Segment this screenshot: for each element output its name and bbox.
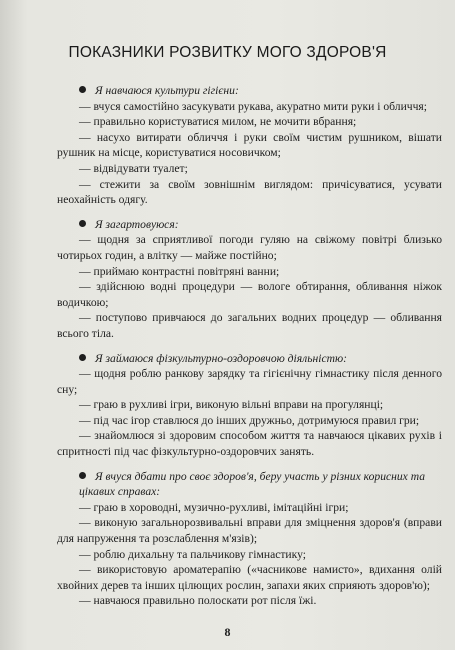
- bullet-icon: [79, 354, 86, 361]
- list-item: — вчуся самостійно засукувати рукава, акуратно мити руки і обличчя;: [79, 99, 427, 113]
- list-item: — стежити за своїм зовнішнім виглядом: причісуватися, усувати неохайність одягу.: [57, 177, 442, 207]
- section-heading: [57, 83, 442, 99]
- bullet-icon: [79, 220, 86, 227]
- section-heading: [57, 351, 442, 367]
- list-item: — використовую ароматерапію («часникове намисто», вдихання олій хвойних дерев та інших цілющих рослин, запахи яких сприяють здоров'ю);: [57, 563, 442, 592]
- bullet-icon: [79, 472, 86, 479]
- page-content: [57, 83, 442, 618]
- list-item: — виконую загальнорозвивальні вправи для зміцнення здоров'я (вправи для напруження та розслаблення м'язів);: [57, 516, 442, 546]
- list-item: — правильно користуватися милом, не мочити вбрання;: [79, 115, 357, 129]
- section-health-care: [57, 469, 442, 609]
- list-item: — насухо витирати обличчя і руки своїм чистим рушником, вішати рушник на місце, користуватися носовичком;: [57, 130, 442, 160]
- list-item: — під час ігор ставлюся до інших дружньо, дотримуюся правил гри;: [79, 413, 420, 427]
- list-item: — щодня роблю ранкову зарядку та гігієнічну гімнастику після денного сну;: [57, 367, 442, 396]
- list-item: — відвідувати туалет;: [79, 161, 188, 175]
- section-physical-activity: [57, 351, 442, 460]
- list-item: — граю в рухливі ігри, виконую вільні вправи на прогулянці;: [79, 398, 384, 412]
- bullet-icon: [79, 86, 86, 93]
- section-heading: [57, 217, 442, 233]
- list-item: — граю в хороводні, музично-рухливі, імітаційні ігри;: [79, 500, 349, 514]
- section-heading-text: Я загартовуюся:: [95, 217, 179, 231]
- section-heading-text: Я займаюся фізкультурно-оздоровчою діяльністю:: [95, 351, 348, 365]
- section-hygiene: [57, 83, 442, 208]
- section-heading-text: Я навчаюся культури гігієни:: [95, 84, 239, 97]
- list-item: — роблю дихальну та пальчикову гімнастику;: [79, 547, 306, 561]
- list-item: — щодня за сприятливої погоди гуляю на свіжому повітрі близько чотирьох годин, а влітку — майже постійно;: [57, 233, 442, 262]
- section-hardening: [57, 217, 442, 342]
- page-number: 8: [224, 625, 231, 639]
- section-heading-text: Я вчуся дбати про своє здоров'я, беру участь у різних корисних та цікавих справах:: [79, 469, 426, 499]
- section-heading: [57, 469, 442, 500]
- list-item: — знайомлюся зі здоровим способом життя та навчаюся цікавих рухів і спритності під час фізкультурно-оздоровчих занять.: [57, 429, 442, 459]
- list-item: — поступово привчаюся до загальних водних процедур — обливання всього тіла.: [57, 311, 442, 340]
- page-title: ПОКАЗНИКИ РОЗВИТКУ МОГО ЗДОРОВ'Я: [68, 44, 387, 61]
- list-item: — здійснюю водні процедури — вологе обтирання, обливання ніжок водичкою;: [57, 280, 442, 309]
- list-item: — приймаю контрастні повітряні ванни;: [79, 264, 280, 278]
- list-item: — навчаюся правильно полоскати рот після їжі.: [79, 594, 317, 608]
